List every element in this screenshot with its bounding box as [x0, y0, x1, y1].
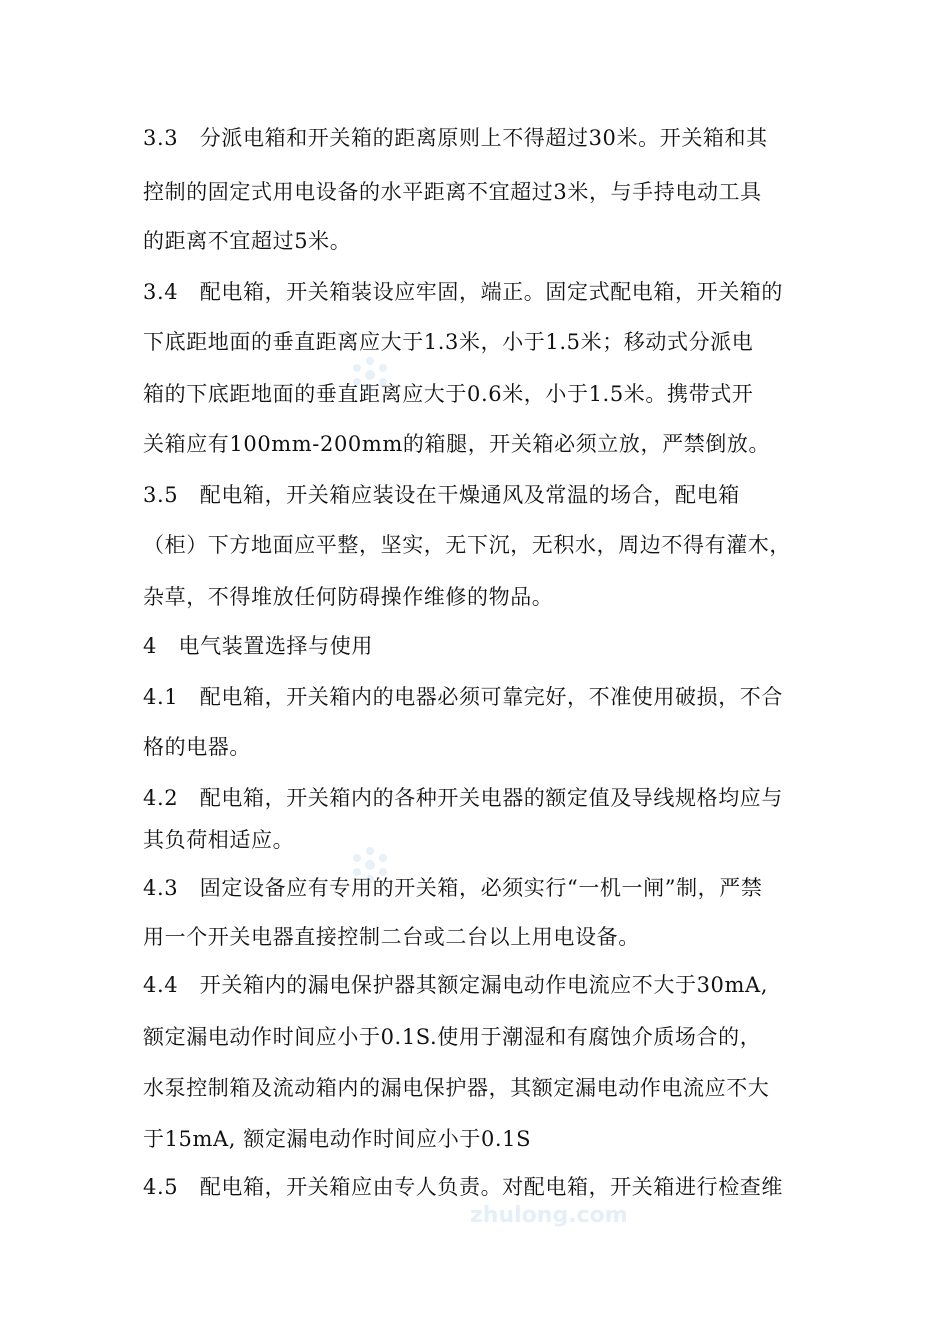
text-line: 的距离不宜超过5米。	[143, 229, 352, 253]
text-line: 用一个开关电器直接控制二台或二台以上用电设备。	[143, 925, 640, 949]
section-heading: 4 电气装置选择与使用	[143, 634, 373, 658]
watermark-logo-icon	[350, 845, 390, 885]
text-line: 3.5 配电箱，开关箱应装设在干燥通风及常温的场合，配电箱	[143, 483, 740, 507]
text-line: 额定漏电动作时间应小于0.1S.使用于潮湿和有腐蚀介质场合的，	[143, 1025, 762, 1049]
text-line: 其负荷相适应。	[143, 828, 295, 852]
text-line: 箱的下底距地面的垂直距离应大于0.6米，小于1.5米。携带式开	[143, 382, 754, 406]
text-line: 格的电器。	[143, 735, 251, 759]
text-line: 水泵控制箱及流动箱内的漏电保护器，其额定漏电动作电流应不大	[143, 1076, 770, 1100]
text-line: （柜）下方地面应平整，坚实，无下沉，无积水，周边不得有灌木，	[143, 533, 791, 557]
text-line: 于15mA, 额定漏电动作时间应小于0.1S	[143, 1127, 532, 1151]
text-line: 4.3 固定设备应有专用的开关箱，必须实行“一机一闸”制，严禁	[143, 876, 763, 900]
text-line: 4.2 配电箱，开关箱内的各种开关电器的额定值及导线规格均应与	[143, 786, 783, 810]
text-line: 控制的固定式用电设备的水平距离不宜超过3米，与手持电动工具	[143, 180, 762, 204]
text-line: 杂草，不得堆放任何防碍操作维修的物品。	[143, 585, 554, 609]
text-line: 关箱应有100mm-200mm的箱腿，开关箱必须立放，严禁倒放。	[143, 432, 771, 456]
watermark-logo-icon	[350, 355, 390, 395]
text-line: 3.3 分派电箱和开关箱的距离原则上不得超过30米。开关箱和其	[143, 126, 768, 150]
text-line: 3.4 配电箱，开关箱装设应牢固，端正。固定式配电箱，开关箱的	[143, 280, 783, 304]
watermark-text: zhulong.com	[470, 1203, 628, 1228]
text-line: 4.5 配电箱，开关箱应由专人负责。对配电箱，开关箱进行检查维	[143, 1175, 783, 1199]
text-line: 4.1 配电箱，开关箱内的电器必须可靠完好，不准使用破损，不合	[143, 685, 783, 709]
text-line: 下底距地面的垂直距离应大于1.3米，小于1.5米；移动式分派电	[143, 330, 754, 354]
text-line: 4.4 开关箱内的漏电保护器其额定漏电动作电流应不大于30mA,	[143, 973, 769, 997]
